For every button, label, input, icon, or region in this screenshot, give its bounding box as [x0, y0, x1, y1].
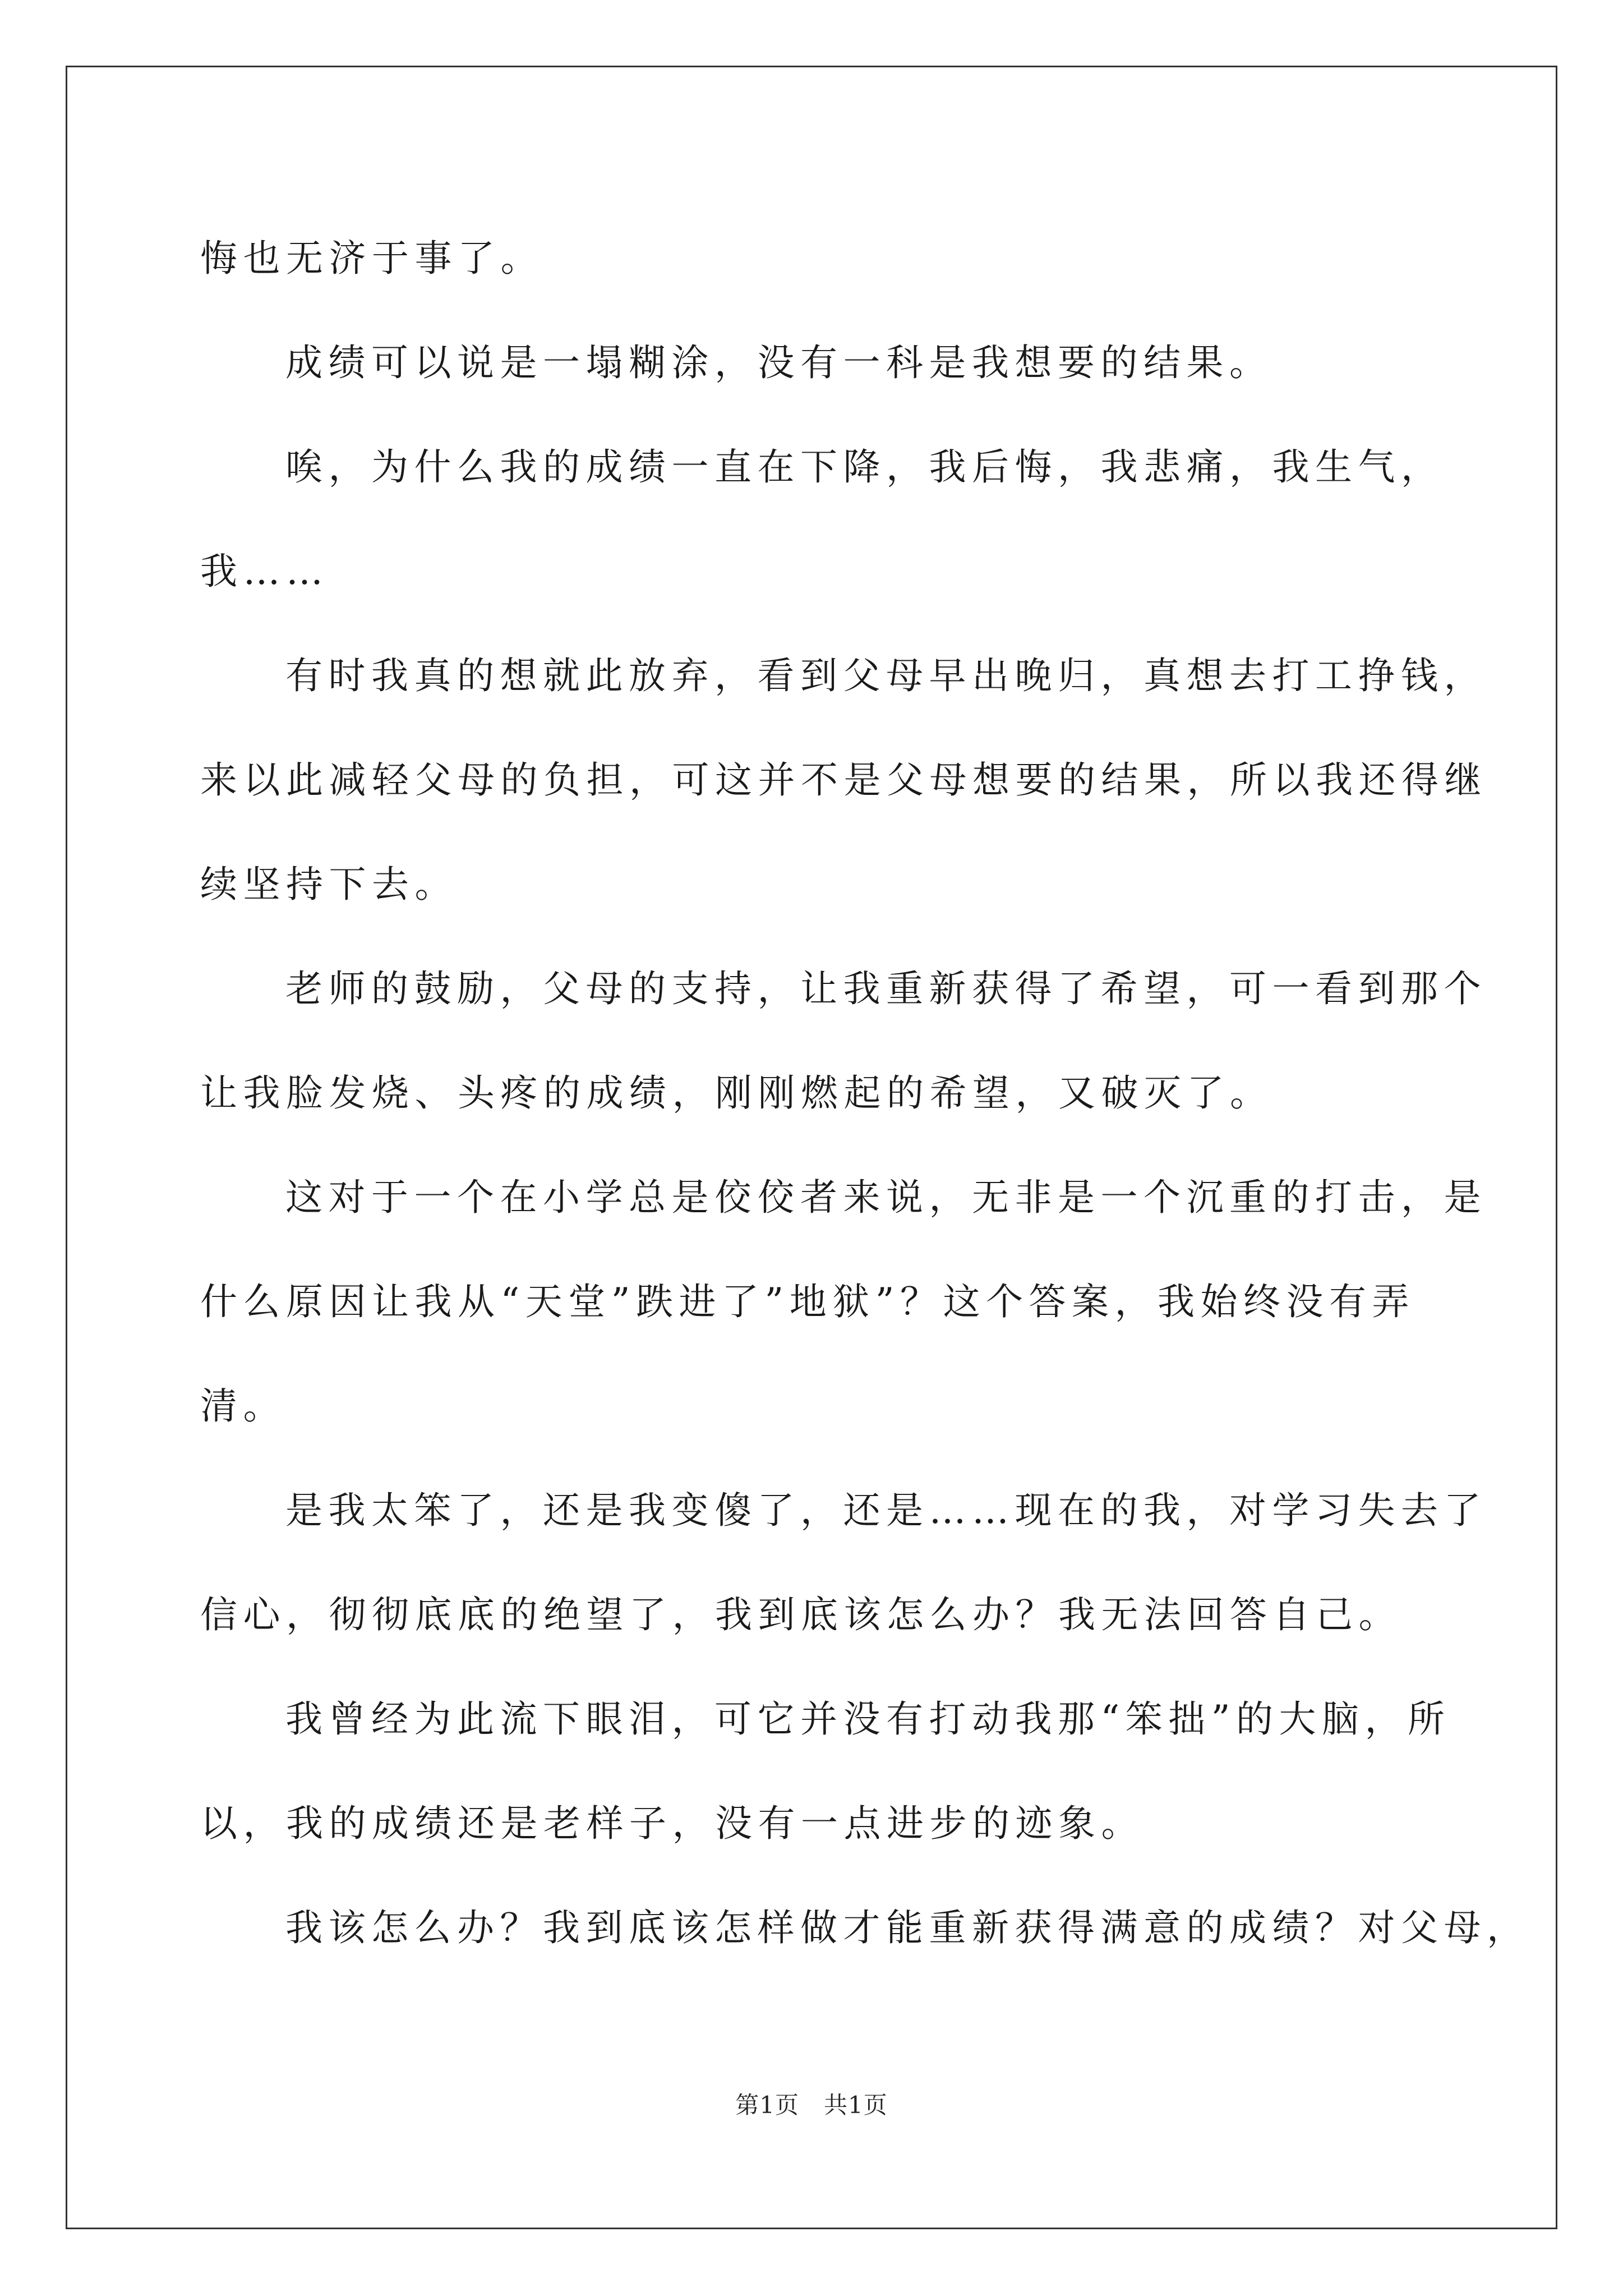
text-line: 清。 [200, 1384, 286, 1428]
text-line: 续坚持下去。 [200, 863, 458, 906]
text-line: 有时我真的想就此放弃，看到父母早出晚归，真想去打工挣钱， [285, 654, 1487, 697]
text-line: 什么原因让我从“天堂”跌进了”地狱”？这个答案，我始终没有弄 [200, 1280, 1415, 1323]
text-line: 老师的鼓励，父母的支持，让我重新获得了希望，可一看到那个 [285, 967, 1487, 1010]
text-line: 我…… [200, 550, 329, 593]
text-line: 以，我的成绩还是老样子，没有一点进步的迹象。 [200, 1802, 1144, 1845]
text-line: 成绩可以说是一塌糊涂，没有一科是我想要的结果。 [285, 341, 1272, 384]
page-number-current: 第1页 [735, 2091, 799, 2119]
paragraph [200, 1876, 1530, 1980]
text-line: 让我脸发烧、头疼的成绩，刚刚燃起的希望，又破灭了。 [200, 1071, 1273, 1115]
text-line: 这对于一个在小学总是佼佼者来说，无非是一个沉重的打击，是 [285, 1176, 1487, 1219]
paragraph [200, 1667, 1462, 1876]
page-number-total: 共1页 [824, 2091, 888, 2119]
paragraph [200, 624, 1487, 937]
paragraph [200, 1458, 1487, 1667]
text-line: 悔也无济于事了。 [200, 237, 543, 280]
text-line: 来以此减轻父母的负担，可这并不是父母想要的结果，所以我还得继 [200, 758, 1487, 802]
paragraph [200, 1145, 1487, 1458]
paragraph [200, 206, 1462, 311]
paragraph [200, 937, 1487, 1145]
text-line: 我该怎么办？我到底该怎样做才能重新获得满意的成绩？对父母， [285, 1906, 1530, 1949]
paragraph [200, 415, 1462, 624]
text-line: 是我太笨了，还是我变傻了，还是……现在的我，对学习失去了 [285, 1489, 1487, 1532]
text-line: 信心，彻彻底底的绝望了，我到底该怎么办？我无法回答自己。 [200, 1593, 1401, 1636]
text-line: 我曾经为此流下眼泪，可它并没有打动我那“笨拙”的大脑，所 [285, 1697, 1451, 1741]
page-footer [0, 2087, 1623, 2120]
text-line: 唉，为什么我的成绩一直在下降，我后悔，我悲痛，我生气， [285, 445, 1444, 489]
paragraph [200, 311, 1462, 415]
